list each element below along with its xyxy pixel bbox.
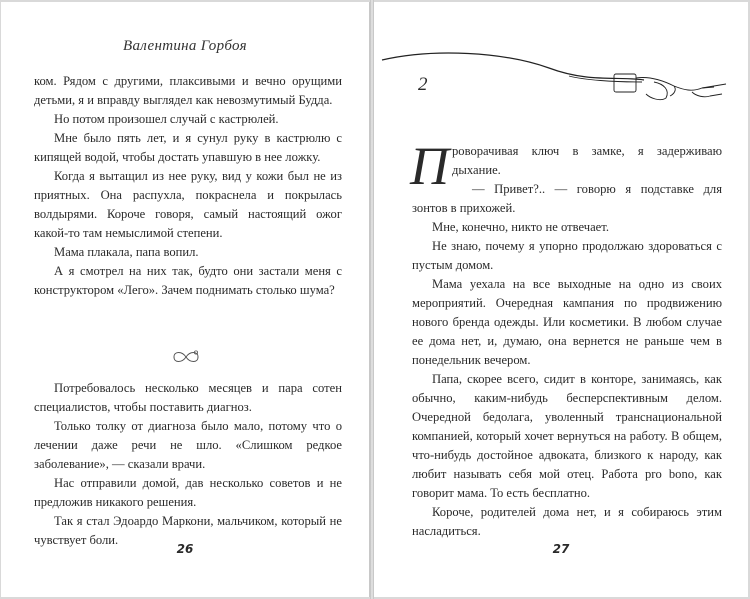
paragraph: Но потом произошел случай с кастрюлей.: [54, 112, 279, 126]
paragraph: Мне было пять лет, и я сунул руку в кастрюлю с кипящей водой, чтобы достать упавшую в нее ложку.: [34, 131, 342, 164]
chapter-line-hand-illustration-icon: [374, 38, 748, 118]
paragraph: — Привет?.. — говорю я подставке для зонтов в прихожей.: [412, 182, 722, 215]
paragraph: Потребовалось несколько месяцев и пара сотен специалистов, чтобы поставить диагноз.: [34, 381, 342, 414]
paragraph: Не знаю, почему я упорно продолжаю здороваться с пустым домом.: [412, 239, 722, 272]
left-page-text-top: [34, 72, 342, 300]
paragraph: Мама уехала на все выходные на одно из своих мероприятий. Очередная кампания по продвижению нового бренда одежды. Или косметики. В любом случае ее дома нет, и, думаю, она вернется не раньше чем в понедельник вечером.: [412, 277, 722, 367]
paragraph: А я смотрел на них так, будто они застали меня с конструктором «Лего». Зачем поднимать столько шума?: [34, 264, 342, 297]
paragraph: Только толку от диагноза было мало, потому что о лечении даже речи не шло. «Слишком редкое заболевание», — сказали врачи.: [34, 419, 342, 471]
section-break-ornament-icon: [169, 349, 203, 365]
page-number: 26: [176, 542, 194, 556]
right-page-text: [410, 136, 722, 541]
chapter-opening-paragraph: [410, 136, 722, 196]
drop-cap: П: [410, 136, 449, 196]
left-page-text-bottom: [34, 379, 342, 550]
paragraph: Когда я вытащил из нее руку, вид у кожи был не из приятных. Она распухла, покраснела и покрылась волдырями. Короче говоря, самый настоящий ожог какой-то там немыслимой степени.: [34, 169, 342, 240]
paragraph: ком. Рядом с другими, плаксивыми и вечно орущими детьми, я и вправду выглядел как невозмутимый Будда.: [34, 74, 342, 107]
paragraph: Папа, скорее всего, сидит в конторе, занимаясь, как обычно, каким-нибудь бесперспективным делом. Очередной бедолага, уволенный транснациональной компанией, который хочет вернуться на работу. В общем, что-нибудь достойное адвоката, близкого к народу, как любит называть себя мой отец. Работа pro bono, как говорит мама. То есть бесплатно.: [412, 372, 722, 500]
page-number: 27: [552, 542, 570, 556]
paragraph: Мне, конечно, никто не отвечает.: [432, 220, 609, 234]
paragraph: Мама плакала, папа вопил.: [54, 245, 199, 259]
running-head-author: Валентина Горбоя: [123, 38, 247, 54]
paragraph: Так я стал Эдоардо Маркони, мальчиком, который не чувствует боли.: [34, 514, 342, 547]
paragraph: Короче, родителей дома нет, и я собираюсь этим насладиться.: [412, 505, 722, 538]
paragraph-text: роворачивая ключ в замке, я задерживаю дыхание.: [452, 144, 722, 177]
paragraph: Нас отправили домой, дав несколько советов и не предложив никакого решения.: [34, 476, 342, 509]
right-page: [374, 2, 748, 597]
left-page: [1, 2, 370, 597]
chapter-number: 2: [418, 74, 428, 95]
